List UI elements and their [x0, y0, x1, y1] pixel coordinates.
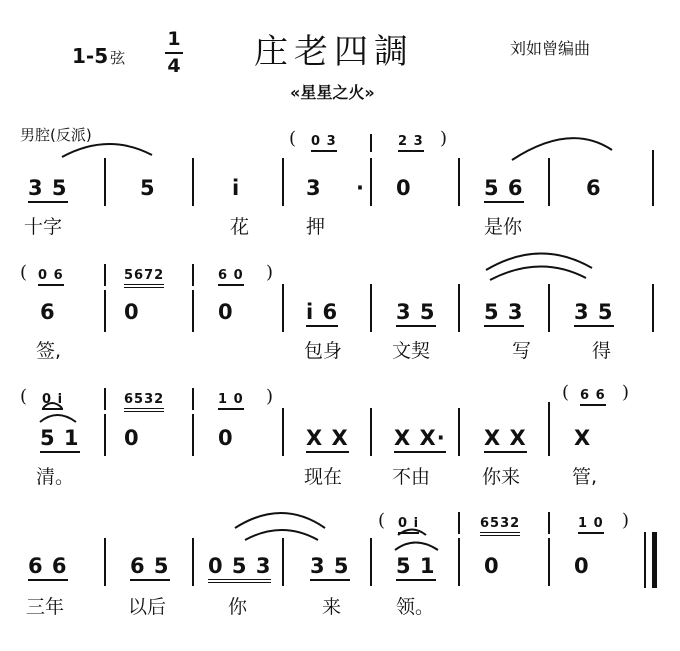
lyric: 是你	[484, 216, 523, 238]
slur	[490, 266, 586, 280]
barline	[104, 264, 106, 286]
barline	[192, 158, 194, 206]
melody-measure: 3 5	[310, 554, 350, 581]
barline	[192, 264, 194, 286]
melody-measure: 3 5	[28, 176, 68, 203]
barline	[282, 408, 284, 456]
lyric: 清。	[36, 466, 75, 488]
barline	[370, 408, 372, 456]
barline	[548, 158, 550, 206]
melody-measure: 6 5	[130, 554, 170, 581]
barline	[370, 538, 372, 586]
lyric: 不由	[392, 466, 431, 488]
accompaniment-open-paren: (	[20, 386, 28, 407]
barline	[548, 402, 550, 456]
lyric: 三年	[26, 596, 65, 618]
lyric: 签,	[36, 340, 62, 362]
melody-measure: 3 5	[396, 300, 436, 327]
source-subtitle: «星星之火»	[290, 83, 375, 102]
melody-measure: 6	[40, 300, 56, 324]
barline	[104, 414, 106, 456]
barline	[458, 512, 460, 534]
melody-measure: 6	[586, 176, 602, 200]
melody-measure: 0	[124, 300, 140, 324]
melody-measure: 0	[218, 426, 234, 450]
barline	[192, 538, 194, 586]
melody-measure: 0	[396, 176, 412, 200]
accompaniment-measure: 0 3	[311, 134, 337, 152]
meter-numerator: 1	[167, 28, 181, 50]
barline	[370, 158, 372, 206]
accompaniment-measure: 0 6	[38, 268, 64, 286]
slur	[486, 253, 592, 270]
barline	[104, 388, 106, 410]
melody-measure: i	[232, 176, 241, 200]
accompaniment-measure: 1 0	[218, 392, 244, 410]
accompaniment-open-paren: (	[562, 382, 570, 403]
lyric: 押	[306, 216, 326, 238]
accompaniment-close-paren: )	[266, 262, 274, 283]
lyric: 得	[592, 340, 612, 362]
accompaniment-open-paren: (	[289, 128, 297, 149]
barline	[458, 284, 460, 332]
barline	[192, 388, 194, 410]
melody-measure: X X	[484, 426, 527, 453]
lyric: 包身	[304, 340, 343, 362]
melody-measure: 0	[574, 554, 590, 578]
lyric: 花	[230, 216, 250, 238]
melody-measure: 6 6	[28, 554, 68, 581]
accompaniment-close-paren: )	[622, 382, 630, 403]
melody-measure: 0	[218, 300, 234, 324]
barline	[104, 538, 106, 586]
barline	[548, 284, 550, 332]
barline	[104, 158, 106, 206]
melody-measure: X	[574, 426, 592, 450]
barline	[192, 290, 194, 332]
barline	[370, 284, 372, 332]
accompaniment-measure: 6532	[480, 516, 520, 536]
melody-measure: X X·	[394, 426, 446, 453]
lyric: 现在	[304, 466, 343, 488]
barline	[282, 284, 284, 332]
lyric: 写	[512, 340, 532, 362]
lyric: 文契	[392, 340, 431, 362]
final-barline-thick	[652, 532, 657, 588]
barline	[370, 134, 372, 152]
lyric: 管,	[572, 466, 598, 488]
accompaniment-measure: 0 i	[398, 516, 419, 534]
barline	[192, 414, 194, 456]
barline	[282, 538, 284, 586]
barline	[548, 512, 550, 534]
melody-measure: 3 5	[574, 300, 614, 327]
melody-measure: 0	[124, 426, 140, 450]
accompaniment-measure: 0 i	[42, 392, 63, 410]
accompaniment-open-paren: (	[378, 510, 386, 531]
slur	[62, 144, 152, 157]
barline	[652, 284, 654, 332]
key-suffix: 弦	[110, 49, 126, 67]
melody-measure: X X	[306, 426, 349, 453]
accompaniment-measure: 6532	[124, 392, 164, 412]
song-title: 庄老四調	[254, 32, 414, 72]
voice-role: 男腔(反派)	[20, 126, 92, 144]
melody-measure: 0 5 3	[208, 554, 271, 583]
barline	[458, 158, 460, 206]
final-barline-thin	[644, 532, 646, 588]
meter-denominator: 4	[167, 55, 181, 77]
barline	[104, 290, 106, 332]
melody-measure: 5 1	[396, 554, 436, 581]
accompaniment-measure: 2 3	[398, 134, 424, 152]
barline	[548, 538, 550, 586]
lyric: 来	[322, 596, 342, 618]
barline	[652, 150, 654, 206]
accompaniment-close-paren: )	[440, 128, 448, 149]
melody-measure: i 6	[306, 300, 338, 327]
barline	[282, 158, 284, 206]
barline	[458, 538, 460, 586]
lyric: 领。	[396, 596, 435, 618]
melody-measure: 0	[484, 554, 500, 578]
lyric: 以后	[128, 596, 167, 618]
accompaniment-measure: 6 6	[580, 388, 606, 406]
accompaniment-measure: 1 0	[578, 516, 604, 534]
melody-measure: 5 6	[484, 176, 524, 203]
slur	[40, 415, 76, 422]
accompaniment-open-paren: (	[20, 262, 28, 283]
accompaniment-measure: 6 0	[218, 268, 244, 286]
melody-measure: 3	[306, 176, 322, 200]
key-value: 1-5	[72, 44, 109, 68]
slur	[395, 543, 438, 551]
barline	[458, 408, 460, 456]
accompaniment-close-paren: )	[266, 386, 274, 407]
lyric: 你来	[482, 466, 521, 488]
accompaniment-measure: 5672	[124, 268, 164, 288]
augmentation-dot: ·	[356, 176, 365, 200]
composer-credit: 刘如曾编曲	[510, 39, 591, 58]
slur	[235, 513, 325, 528]
melody-measure: 5	[140, 176, 156, 200]
lyric: 十字	[24, 216, 63, 238]
melody-measure: 5 3	[484, 300, 524, 327]
slur	[512, 138, 612, 160]
melody-measure: 5 1	[40, 426, 80, 453]
accompaniment-close-paren: )	[622, 510, 630, 531]
lyric: 你	[228, 596, 248, 618]
